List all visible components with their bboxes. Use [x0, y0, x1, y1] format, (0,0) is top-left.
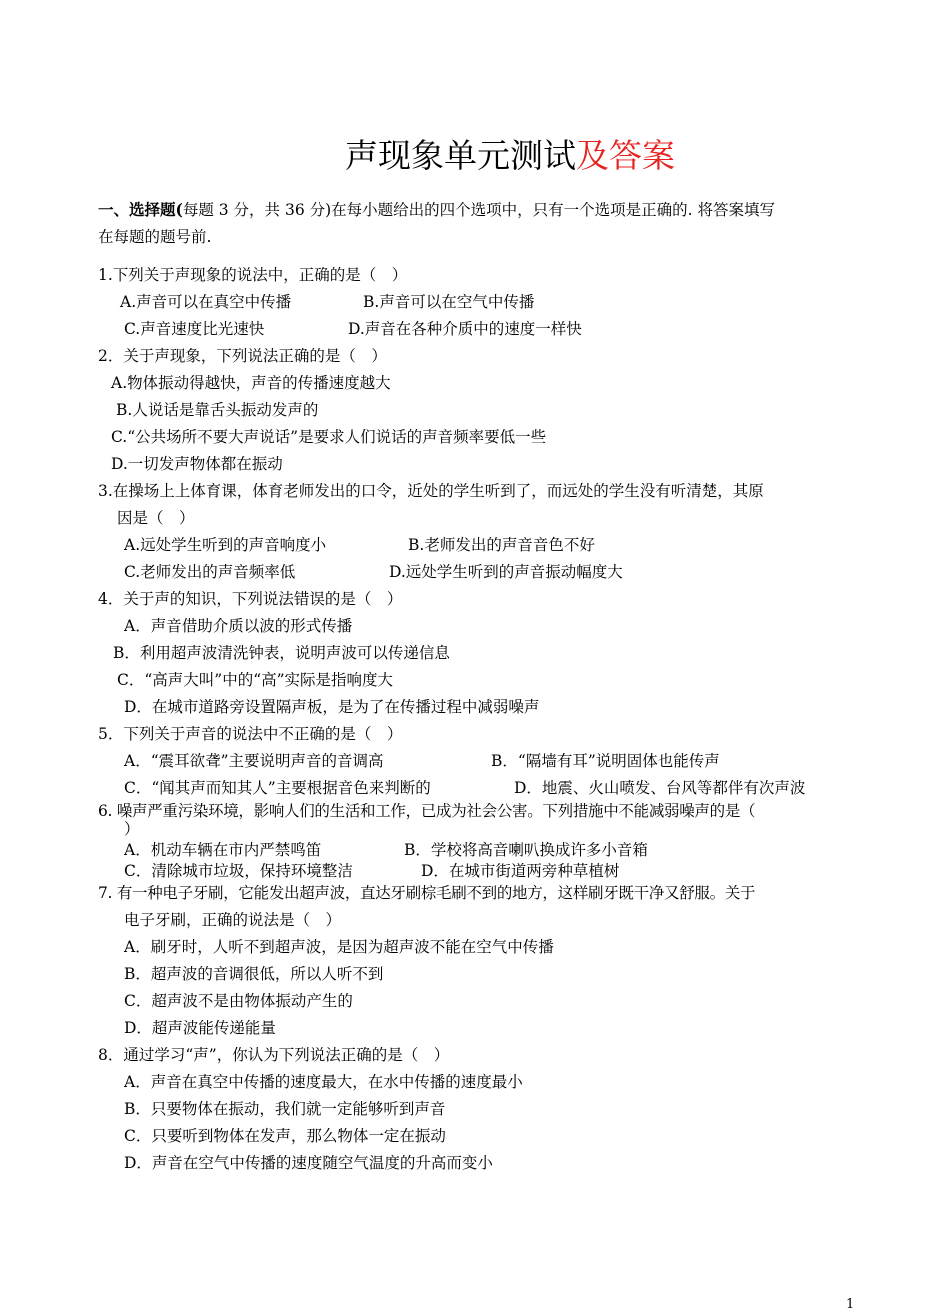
question-8-option-b: B．只要物体在振动，我们就一定能够听到声音: [124, 1100, 446, 1118]
question-3-stem-cont: 因是（ ）: [117, 509, 195, 527]
question-6-option-a: A．机动车辆在市内严禁鸣笛: [124, 841, 322, 859]
question-7-option-b: B．超声波的音调很低，所以人听不到: [124, 965, 384, 983]
question-2-option-c: C.“公共场所不要大声说话”是要求人们说话的声音频率要低一些: [111, 428, 547, 446]
question-1-option-b: B.声音可以在空气中传播: [363, 293, 535, 311]
title-highlight: 及答案: [576, 136, 675, 175]
question-6-option-c: C．清除城市垃圾，保持环境整洁: [124, 862, 353, 880]
question-1-stem: 1.下列关于声现象的说法中，正确的是（ ）: [98, 266, 408, 284]
question-4-option-b: B．利用超声波清洗钟表，说明声波可以传递信息: [113, 644, 450, 662]
question-4-option-d: D．在城市道路旁设置隔声板，是为了在传播过程中减弱噪声: [124, 698, 540, 716]
question-7-option-d: D．超声波能传递能量: [124, 1019, 276, 1037]
question-3-stem: 3.在操场上上体育课，体育老师发出的口令，近处的学生听到了，而远处的学生没有听清楚，其原: [98, 482, 764, 500]
question-8-option-c: C．只要听到物体在发声，那么物体一定在振动: [124, 1127, 446, 1145]
question-6-option-b: B．学校将高音喇叭换成许多小音箱: [404, 841, 648, 859]
section-heading-line1: [98, 200, 775, 220]
question-3-option-d: D.远处学生听到的声音振动幅度大: [389, 563, 623, 581]
question-2-option-b: B.人说话是靠舌头振动发声的: [116, 401, 319, 419]
page-number: 1: [846, 1297, 855, 1312]
section-instructions-line2: 在每题的题号前.: [98, 228, 212, 246]
question-5-stem: 5．下列关于声音的说法中不正确的是（ ）: [98, 725, 403, 743]
question-5-option-d: D．地震、火山喷发、台风等都伴有次声波: [514, 779, 806, 797]
question-7-option-c: C．超声波不是由物体振动产生的: [124, 992, 353, 1010]
title-main: 声现象单元测试: [345, 136, 576, 175]
question-3-option-b: B.老师发出的声音音色不好: [408, 536, 595, 554]
question-7-stem-cont: 电子牙刷，正确的说法是（ ）: [124, 911, 342, 929]
question-7-stem: 7. 有一种电子牙刷，它能发出超声波，直达牙刷棕毛刷不到的地方，这样刷牙既干净又舒服。关于: [98, 884, 756, 902]
question-1-option-c: C.声音速度比光速快: [124, 320, 265, 338]
question-5-option-c: C．“闻其声而知其人”主要根据音色来判断的: [124, 779, 431, 797]
question-3-option-c: C.老师发出的声音频率低: [124, 563, 296, 581]
question-3-option-a: A.远处学生听到的声音响度小: [124, 536, 327, 554]
question-8-option-d: D．声音在空气中传播的速度随空气温度的升高而变小: [124, 1154, 493, 1172]
question-5-option-a: A．“震耳欲聋”主要说明声音的音调高: [124, 752, 384, 770]
question-4-stem: 4．关于声的知识，下列说法错误的是（ ）: [98, 590, 403, 608]
question-1-option-a: A.声音可以在真空中传播: [120, 293, 292, 311]
question-5-option-b: B．“隔墙有耳”说明固体也能传声: [491, 752, 720, 770]
section-instructions: 每题 3 分，共 36 分)在每小题给出的四个选项中，只有一个选项是正确的. 将答案填写: [182, 201, 776, 219]
question-4-option-c: C．“高声大叫”中的“高”实际是指响度大: [117, 671, 394, 689]
question-1-option-d: D.声音在各种介质中的速度一样快: [348, 320, 582, 338]
section-heading: 一、选择题(: [98, 200, 183, 219]
question-2-option-a: A.物体振动得越快，声音的传播速度越大: [111, 374, 391, 392]
question-6-stem: 6. 噪声严重污染环境，影响人们的生活和工作，已成为社会公害。下列措施中不能减弱噪声的是（: [98, 802, 756, 820]
question-6-stem-cont: ）: [124, 820, 140, 838]
question-2-stem: 2．关于声现象，下列说法正确的是（ ）: [98, 347, 387, 365]
question-7-option-a: A．刷牙时，人听不到超声波，是因为超声波不能在空气中传播: [124, 938, 554, 956]
page-title: [345, 134, 675, 178]
question-8-option-a: A．声音在真空中传播的速度最大，在水中传播的速度最小: [124, 1073, 523, 1091]
question-6-option-d: D．在城市街道两旁种草植树: [421, 862, 620, 880]
question-8-stem: 8．通过学习“声”，你认为下列说法正确的是（ ）: [98, 1046, 450, 1064]
question-4-option-a: A．声音借助介质以波的形式传播: [124, 617, 353, 635]
question-2-option-d: D.一切发声物体都在振动: [111, 455, 283, 473]
